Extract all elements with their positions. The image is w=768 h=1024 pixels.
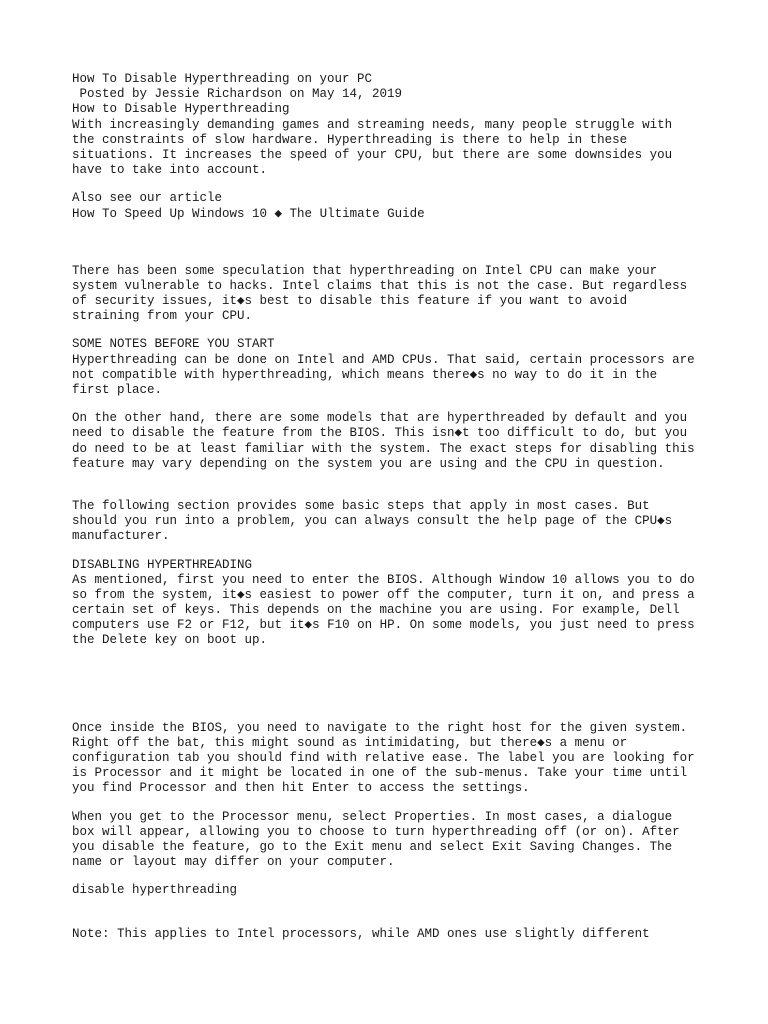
- disabling-para1-line: so from the system, it◆s easiest to power off the computer, turn it on, and press a: [72, 587, 695, 602]
- disabling-para1-line: certain set of keys. This depends on the machine you are using. For example, Dell: [72, 603, 680, 618]
- notes-para1-line: not compatible with hyperthreading, which means there◆s no way to do it in the: [72, 367, 658, 382]
- also-see-label: Also see our article: [72, 191, 223, 206]
- also-see-link[interactable]: How To Speed Up Windows 10 ◆ The Ultimate Guide: [72, 206, 425, 221]
- disabling-para2-line: Right off the bat, this might sound as intimidating, but there◆s a menu or: [72, 735, 628, 750]
- intro-line: With increasingly demanding games and streaming needs, many people struggle with: [72, 117, 673, 132]
- article-subtitle: How to Disable Hyperthreading: [72, 102, 290, 117]
- intro-line: have to take into account.: [72, 163, 268, 178]
- notes-para1-line: first place.: [72, 383, 163, 397]
- disabling-para3-line: box will appear, allowing you to choose to turn hyperthreading off (or on). After: [72, 824, 680, 839]
- disabling-para2-line: is Processor and it might be located in one of the sub-menus. Take your time until: [72, 766, 688, 781]
- document-page: [72, 72, 732, 942]
- notes-para3-line: The following section provides some basic steps that apply in most cases. But: [72, 498, 650, 513]
- disabling-para3-line: you disable the feature, go to the Exit menu and select Exit Saving Changes. The: [72, 839, 673, 854]
- notes-para2-line: On the other hand, there are some models that are hyperthreaded by default and you: [72, 411, 688, 426]
- disabling-para1-line: As mentioned, first you need to enter the BIOS. Although Window 10 allows you to do: [72, 572, 695, 587]
- article-byline: Posted by Jessie Richardson on May 14, 2019: [72, 87, 403, 102]
- disabling-para2-line: you find Processor and then hit Enter to access the settings.: [72, 781, 530, 796]
- disabling-para2-line: configuration tab you should find with relative ease. The label you are looking for: [72, 751, 695, 765]
- section-heading-disabling: DISABLING HYPERTHREADING: [72, 557, 253, 572]
- note-line: Note: This applies to Intel processors, while AMD ones use slightly different: [72, 926, 650, 941]
- disabling-para3-line: name or layout may differ on your computer.: [72, 855, 395, 870]
- article-title: How To Disable Hyperthreading on your PC: [72, 72, 373, 86]
- speculation-line: There has been some speculation that hyperthreading on Intel CPU can make your: [72, 263, 658, 278]
- speculation-line: straining from your CPU.: [72, 309, 253, 324]
- notes-para1-line: Hyperthreading can be done on Intel and AMD CPUs. That said, certain processors are: [72, 352, 695, 367]
- notes-para3-line: should you run into a problem, you can always consult the help page of the CPU◆s: [72, 514, 673, 529]
- intro-line: the constraints of slow hardware. Hyperthreading is there to help in these: [72, 132, 628, 147]
- speculation-line: system vulnerable to hacks. Intel claims that this is not the case. But regardless: [72, 278, 688, 293]
- notes-para2-line: do need to be at least familiar with the system. The exact steps for disabling this: [72, 441, 695, 456]
- disabling-para3-line: When you get to the Processor menu, select Properties. In most cases, a dialogue: [72, 809, 673, 824]
- notes-para2-line: need to disable the feature from the BIOS. This isn◆t too difficult to do, but you: [72, 426, 688, 441]
- image-caption: disable hyperthreading: [72, 883, 238, 898]
- disabling-para1-line: computers use F2 or F12, but it◆s F10 on HP. On some models, you just need to press: [72, 618, 695, 633]
- notes-para3-line: manufacturer.: [72, 529, 170, 544]
- intro-line: situations. It increases the speed of your CPU, but there are some downsides you: [72, 147, 673, 162]
- disabling-para1-line: the Delete key on boot up.: [72, 633, 268, 648]
- speculation-line: of security issues, it◆s best to disable this feature if you want to avoid: [72, 294, 628, 309]
- disabling-para2-line: Once inside the BIOS, you need to navigate to the right host for the given system.: [72, 720, 688, 735]
- section-heading-notes: SOME NOTES BEFORE YOU START: [72, 337, 275, 352]
- notes-para2-line: feature may vary depending on the system you are using and the CPU in question.: [72, 456, 665, 471]
